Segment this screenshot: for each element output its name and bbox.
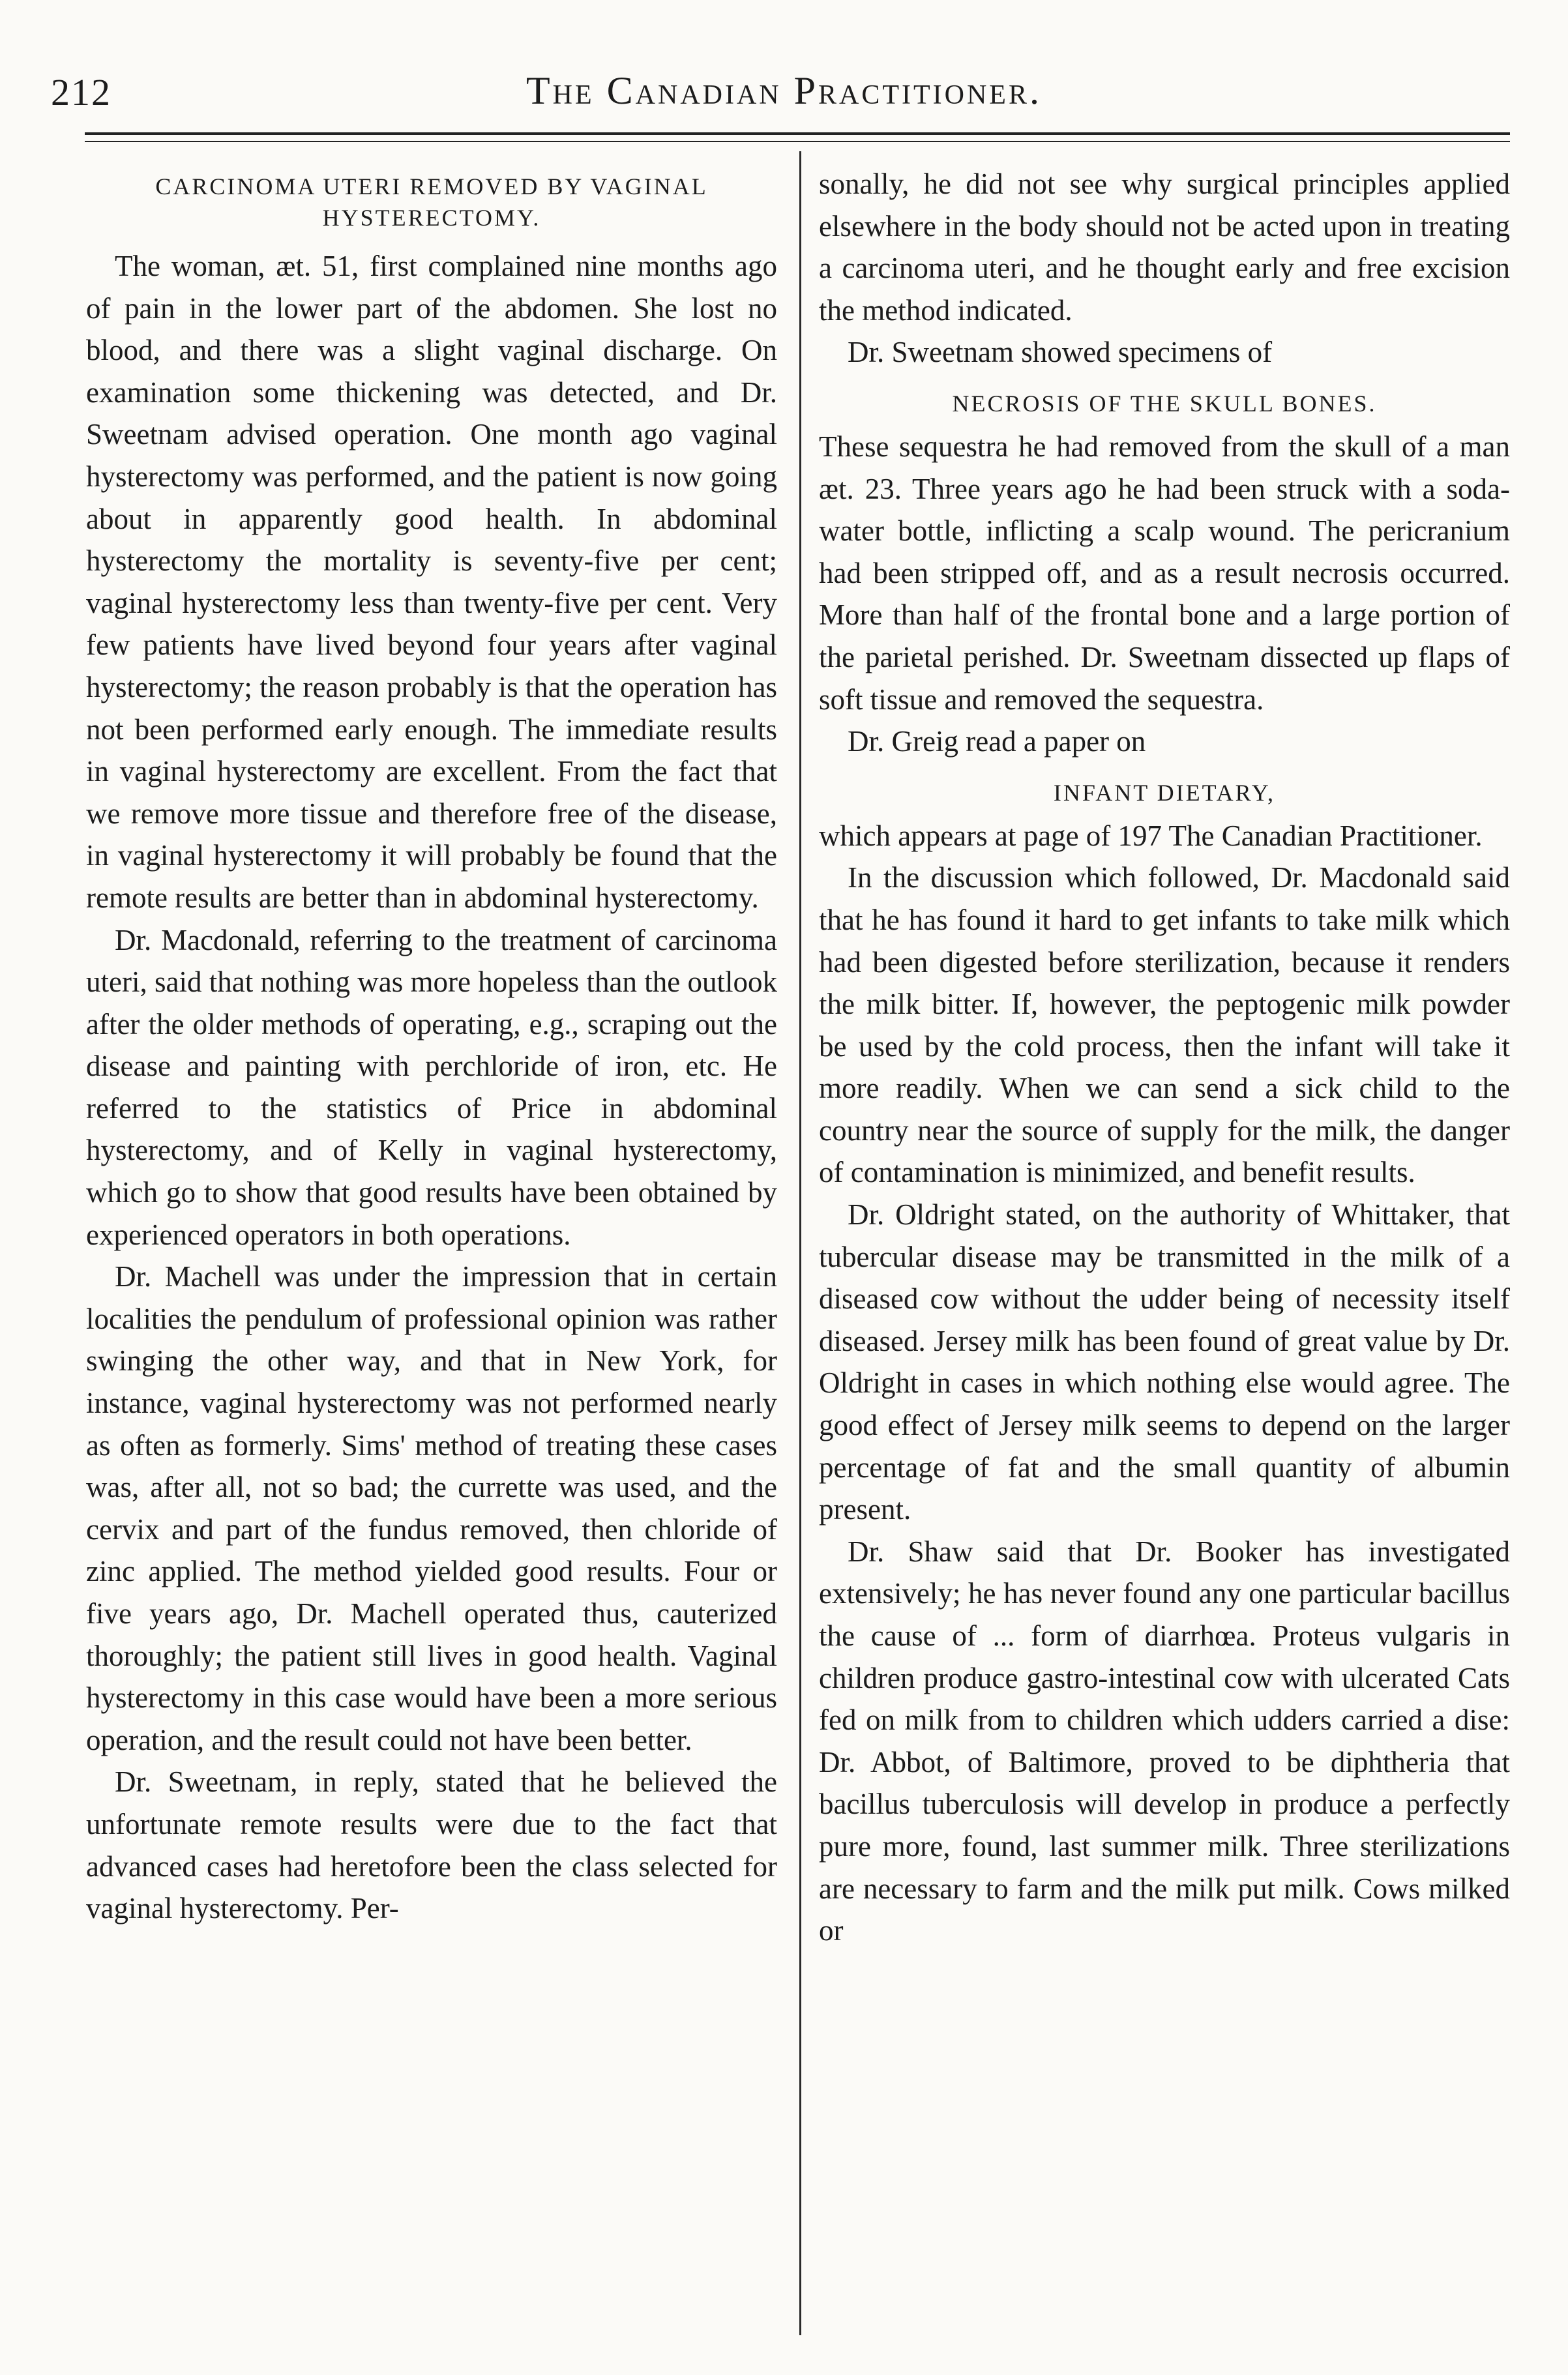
section-heading-carcinoma: CARCINOMA UTERI REMOVED BY VAGINAL HYSTERECTOMY. bbox=[155, 173, 708, 231]
paragraph: Dr. Greig read a paper on bbox=[848, 725, 1146, 758]
section-heading-necrosis: NECROSIS OF THE SKULL BONES. bbox=[952, 390, 1377, 417]
paragraph: These sequestra he had removed from the skull of a man æt. 23. Three years ago he had been struck with a soda-water bottle, inflicting a scalp wound. The pericranium had been stripped off, and as a result necrosis occurred. More than half of the frontal bone and a large portion of the parietal perished. Dr. Sweetnam dissected up flaps of soft tissue and removed the sequestra. bbox=[819, 430, 1510, 716]
left-column bbox=[86, 163, 777, 1930]
paragraph: Dr. Macdonald, referring to the treatment of carcinoma uteri, said that nothing was more hopeless than the outlook after the older methods of operating, e.g., scraping out the disease and painting with perchloride of iron, etc. He referred to the statistics of Price in abdominal hysterectomy, and of Kelly in vaginal hysterectomy, which go to show that good results have been obtained by experienced operators in both operations. bbox=[86, 923, 777, 1251]
paragraph: Dr. Shaw said that Dr. Booker has investigated extensively; he has never found any one particular bacillus the cause of ... form of diarrhœa. Proteus vulgaris in children produce gastro-intestinal cow with ulcerated Cats fed on milk from to children which udders carried a dise: Dr. Abbot, of Baltimore, proved to be diphtheria that bacillus tuberculosis will develop in produce a perfectly pure more, found, last summer milk. Three sterilizations are necessary to farm and the milk put milk. Cows milked or bbox=[819, 1535, 1510, 1947]
paragraph: Dr. Sweetnam showed specimens of bbox=[848, 336, 1273, 369]
header-rule-thin bbox=[85, 141, 1510, 142]
page-number: 212 bbox=[51, 71, 111, 113]
paragraph: In the discussion which followed, Dr. Macdonald said that he has found it hard to get infants to take milk which had been digested before sterilization, because it renders the milk bitter. If, however, the peptogenic milk powder be used by the cold process, then the infant will take it more readily. When we can send a sick child to the country near the source of supply for the milk, the danger of contamination is minimized, and benefit results. bbox=[819, 861, 1510, 1189]
paragraph: Dr. Machell was under the impression that in certain localities the pendulum of professional opinion was rather swinging the other way, and that in New York, for instance, vaginal hysterectomy was not performed nearly as often as formerly. Sims' method of treating these cases was, after all, not so bad; the currette was used, and the cervix and part of the fundus removed, then chloride of zinc applied. The method yielded good results. Four or five years ago, Dr. Machell operated thus, cauterized thoroughly; the patient still lives in good health. Vaginal hysterectomy in this case would have been a more serious operation, and the result could not have been better. bbox=[86, 1260, 777, 1756]
paragraph: Dr. Oldright stated, on the authority of Whittaker, that tubercular disease may be transmitted in the milk of a diseased cow without the udder being of necessity itself diseased. Jersey milk has been found of great value by Dr. Oldright in cases in which nothing else would agree. The good effect of Jersey milk seems to depend on the larger percentage of fat and the small quantity of albumin present. bbox=[819, 1198, 1510, 1526]
running-title: The Canadian Practitioner. bbox=[526, 69, 1042, 112]
paragraph: sonally, he did not see why surgical principles applied elsewhere in the body should not be acted upon in treating a carcinoma uteri, and he thought early and free excision the method indicated. bbox=[819, 168, 1510, 327]
page-header bbox=[0, 0, 1568, 130]
column-divider bbox=[799, 151, 801, 2335]
paragraph: Dr. Sweetnam, in reply, stated that he believed the unfortunate remote results were due to the fact that advanced cases had heretofore been the class selected for vaginal hysterectomy. Per- bbox=[86, 1765, 777, 1925]
right-column bbox=[819, 163, 1510, 1952]
paragraph: The woman, æt. 51, first complained nine months ago of pain in the lower part of the abdomen. She lost no blood, and there was a slight vaginal discharge. On examination some thickening was detected, and Dr. Sweetnam advised operation. One month ago vaginal hysterectomy was performed, and the patient is now going about in apparently good health. In abdominal hysterectomy the mortality is seventy-five per cent; vaginal hysterectomy less than twenty-five per cent. Very few patients have lived beyond four years after vaginal hysterectomy; the reason probably is that the operation has not been performed early enough. The immediate results in vaginal hysterectomy are excellent. From the fact that we remove more tissue and therefore free of the disease, in vaginal hysterectomy it will probably be found that the remote results are better than in abdominal hysterectomy. bbox=[86, 250, 777, 914]
paragraph: which appears at page of 197 The Canadian Practitioner. bbox=[819, 819, 1483, 852]
section-heading-infant-dietary: INFANT DIETARY, bbox=[1053, 779, 1276, 806]
header-rule-thick bbox=[85, 132, 1510, 135]
